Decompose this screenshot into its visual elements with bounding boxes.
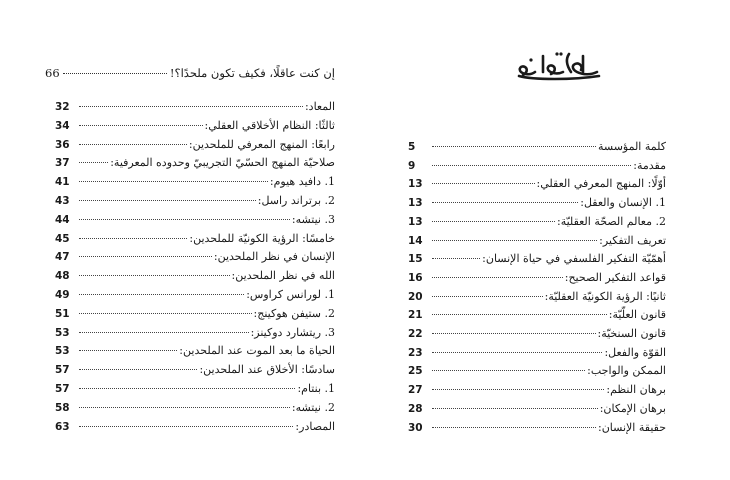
toc-entry <box>408 196 666 212</box>
contents-heading-calligraphy <box>513 42 603 84</box>
toc-entry <box>55 232 335 248</box>
toc-entry-title: قانون العلّيّة: <box>608 308 666 322</box>
toc-entry <box>55 363 335 379</box>
toc-entry-leader <box>79 332 249 333</box>
toc-entry-leader <box>79 350 177 351</box>
toc-entry-title: 2. ستيفن هوكينج: <box>253 306 335 320</box>
toc-entry-leader <box>79 407 290 408</box>
toc-entry-title: 1. دافيد هيوم: <box>269 175 335 189</box>
toc-entry-leader <box>79 294 244 295</box>
toc-entry <box>55 156 335 172</box>
toc-entry <box>55 420 335 436</box>
toc-entry <box>55 288 335 304</box>
toc-entry-leader <box>432 314 607 315</box>
toc-entry-title: صلاحيّة المنهج الحسّيّ التجريبيّ وحدوده المعرفية: <box>110 156 335 170</box>
toc-entry-page-number: 53 <box>55 326 70 339</box>
toc-entry-leader <box>79 388 295 389</box>
toc-entry <box>408 383 666 399</box>
toc-entry-title: الله في نظر الملحدين: <box>231 269 335 283</box>
toc-entry-title: 2. نيتشه: <box>291 400 335 414</box>
toc-entry-title: تعريف التفكير: <box>599 233 666 247</box>
toc-entry-page-number: 37 <box>55 157 70 170</box>
toc-entry-title: كلمة المؤسسة <box>597 140 666 153</box>
toc-entry <box>408 364 666 380</box>
toc-entry <box>408 421 666 437</box>
toc-entry <box>55 119 335 135</box>
toc-entry <box>55 344 335 360</box>
toc-entry <box>408 234 666 250</box>
toc-entry-page-number: 13 <box>408 215 423 228</box>
toc-entry <box>55 401 335 417</box>
toc-entry-page-number: 13 <box>408 197 423 210</box>
toc-entry-leader <box>79 125 203 126</box>
toc-entry <box>408 402 666 418</box>
toc-entry-title: 1. الإنسان والعقل: <box>580 196 666 210</box>
toc-entry-page-number: 30 <box>408 421 423 434</box>
toc-entry <box>55 100 335 116</box>
toc-entry <box>408 215 666 231</box>
toc-entry-page-number: 57 <box>55 383 70 395</box>
running-header-title: إن كنت عاقلًا، فكيف تكون ملحدًا؟! <box>169 66 335 80</box>
toc-entry-leader <box>79 426 293 427</box>
toc-entry-title: ثانيًا: الرؤية الكونيّة العقليّة: <box>544 289 666 303</box>
toc-entry-page-number: 48 <box>55 270 70 283</box>
toc-entry-title: المعاد: <box>304 100 335 113</box>
running-header-leader <box>63 73 167 74</box>
toc-entry <box>408 346 666 362</box>
toc-entry <box>55 250 335 266</box>
toc-entry-leader <box>432 277 563 278</box>
toc-entry-title: المصادر: <box>295 419 335 433</box>
toc-entry-leader <box>432 427 596 428</box>
toc-entry <box>55 138 335 154</box>
toc-entry-leader <box>432 202 578 203</box>
toc-entry-page-number: 20 <box>408 290 423 303</box>
toc-entry-page-number: 15 <box>408 253 423 266</box>
toc-entry-page-number: 53 <box>55 345 70 358</box>
toc-entry <box>408 290 666 306</box>
toc-entry <box>55 307 335 323</box>
toc-entry-page-number: 63 <box>55 420 70 433</box>
right-page <box>365 0 730 480</box>
toc-entry <box>408 308 666 324</box>
toc-entry-page-number: 14 <box>408 234 423 247</box>
toc-entry-title: سادسًا: الأخلاق عند الملحدين: <box>199 363 335 377</box>
toc-entry-leader <box>79 313 252 314</box>
toc-entry-title: برهان النظم: <box>606 383 666 397</box>
toc-entry <box>55 175 335 191</box>
toc-entry-page-number: 44 <box>55 213 70 226</box>
toc-entry-page-number: 5 <box>408 141 416 153</box>
toc-entry <box>55 382 335 398</box>
toc-entry-title: رابعًا: المنهج المعرفي للملحدين: <box>188 137 335 151</box>
toc-entry-page-number: 13 <box>408 178 423 191</box>
toc-entry <box>55 326 335 342</box>
toc-entry-page-number: 45 <box>55 232 70 245</box>
toc-entry-leader <box>79 200 256 201</box>
toc-entry-leader <box>79 181 268 182</box>
toc-entry-leader <box>79 369 197 370</box>
toc-entry-title: برهان الإمكان: <box>599 401 666 415</box>
toc-entry <box>408 252 666 268</box>
toc-entry-page-number: 49 <box>55 289 70 301</box>
toc-entry-page-number: 57 <box>55 364 70 377</box>
toc-entry-leader <box>432 240 597 241</box>
toc-entry-leader <box>432 370 585 371</box>
toc-entry-title: 3. ريتشارد دوكينز: <box>250 325 335 339</box>
toc-entry-page-number: 47 <box>55 251 70 264</box>
running-header-page-number: 66 <box>45 66 60 80</box>
toc-entry-page-number: 22 <box>408 328 423 340</box>
toc-entry <box>55 194 335 210</box>
toc-entry-title: 1. لورانس كراوس: <box>246 288 335 301</box>
toc-entry-leader <box>432 258 480 259</box>
toc-entry <box>55 269 335 285</box>
toc-entry <box>408 140 666 156</box>
toc-entry-page-number: 27 <box>408 384 423 397</box>
toc-entry-title: 1. بنتام: <box>297 382 335 395</box>
toc-entry-title: أهمّيّة التفكير الفلسفي في حياة الإنسان: <box>482 252 666 266</box>
toc-entry-leader <box>79 106 303 107</box>
toc-entry-page-number: 23 <box>408 346 423 359</box>
toc-entry-page-number: 36 <box>55 138 70 151</box>
toc-entry-title: قواعد التفكير الصحيح: <box>564 270 666 284</box>
toc-entry-leader <box>432 352 602 353</box>
toc-entry-leader <box>432 146 596 147</box>
toc-entry-page-number: 51 <box>55 307 70 320</box>
toc-entry-leader <box>79 256 212 257</box>
toc-entry-leader <box>79 219 290 220</box>
toc-entry-leader <box>432 333 596 334</box>
toc-entry <box>408 177 666 193</box>
toc-entry-title: القوّة والفعل: <box>604 345 666 359</box>
toc-entry-title: الإنسان في نظر الملحدين: <box>213 250 335 264</box>
toc-entry-page-number: 25 <box>408 365 423 378</box>
toc-entry-title: حقيقة الإنسان: <box>598 420 666 434</box>
toc-entry <box>408 271 666 287</box>
toc-entry-title: 2. برتراند راسل: <box>257 194 335 207</box>
toc-entry-leader <box>432 221 555 222</box>
toc-entry-title: خامسًا: الرؤية الكونيّة للملحدين: <box>189 231 335 245</box>
toc-entry-page-number: 43 <box>55 195 70 207</box>
toc-entry-title: أوّلًا: المنهج المعرفي العقلي: <box>536 177 666 191</box>
toc-entry-leader <box>79 162 108 163</box>
running-header <box>45 66 335 82</box>
toc-entry-leader <box>79 275 230 276</box>
toc-entry-leader <box>432 389 604 390</box>
toc-entry-page-number: 58 <box>55 401 70 414</box>
toc-entry-title: ثالثًا: النظام الأخلاقي العقلي: <box>204 118 335 132</box>
toc-entry-title: 2. معالم الصحّة العقليّة: <box>557 214 666 228</box>
toc-entry-page-number: 28 <box>408 402 423 415</box>
toc-entry <box>55 213 335 229</box>
toc-entry-page-number: 16 <box>408 271 423 284</box>
toc-entry <box>408 159 666 175</box>
toc-entry-leader <box>79 238 187 239</box>
toc-entry-page-number: 41 <box>55 176 70 189</box>
toc-entry-leader <box>432 183 535 184</box>
toc-entry-title: الحياة ما بعد الموت عند الملحدين: <box>179 344 335 358</box>
toc-entry-leader <box>79 144 187 145</box>
toc-entry-leader <box>432 165 631 166</box>
contents-heading-logo <box>513 42 603 84</box>
toc-entry-page-number: 9 <box>408 159 416 172</box>
toc-entry-page-number: 32 <box>55 101 70 113</box>
toc-entry-title: 3. نيتشه: <box>291 212 335 226</box>
toc-entry <box>408 327 666 343</box>
toc-entry-leader <box>432 408 598 409</box>
toc-entry-title: الممكن والواجب: <box>587 364 666 378</box>
toc-entry-page-number: 34 <box>55 119 70 132</box>
toc-entry-leader <box>432 296 543 297</box>
toc-entry-page-number: 21 <box>408 309 423 322</box>
toc-entry-title: مقدمة: <box>633 158 666 172</box>
toc-entry-title: قانون السنخيّة: <box>597 327 666 340</box>
